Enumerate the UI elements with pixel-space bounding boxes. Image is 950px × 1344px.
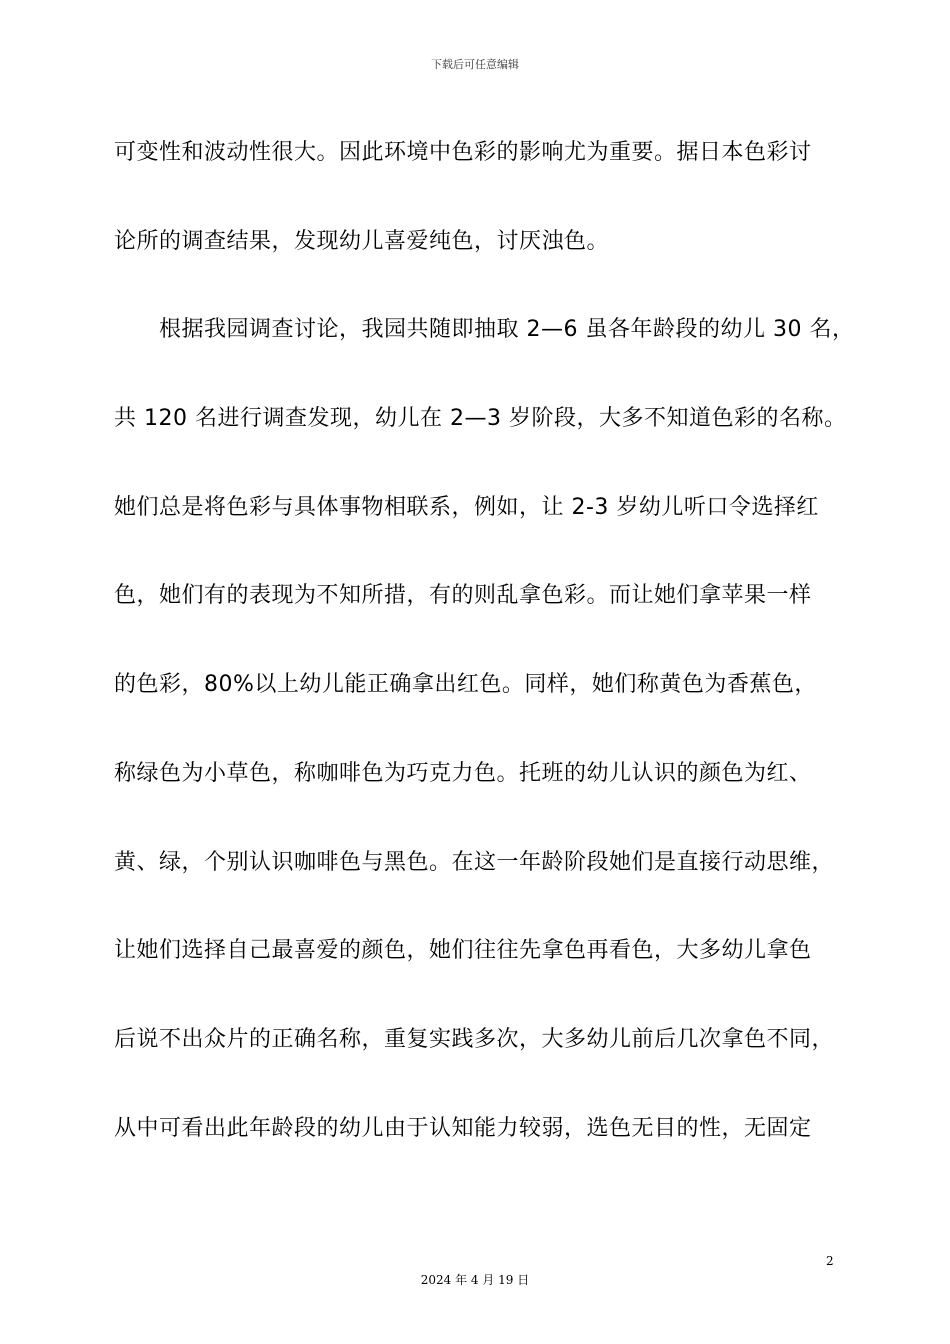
paragraph-line: 的色彩，80%以上幼儿能正确拿出红色。同样，她们称黄色为香蕉色， <box>114 672 817 698</box>
body-text <box>114 131 854 1195</box>
paragraph-line: 黄、绿，个别认识咖啡色与黑色。在这一年龄阶段她们是直接行动思维， <box>114 849 835 875</box>
paragraph-line: 论所的调查结果，发现幼儿喜爱纯色，讨厌浊色。 <box>114 228 610 254</box>
paragraph-line: 让她们选择自己最喜爱的颜色，她们往往先拿色再看色，大多幼儿拿色 <box>114 938 812 964</box>
page-header: 下载后可任意编辑 <box>431 58 519 71</box>
paragraph-line: 色，她们有的表现为不知所措，有的则乱拿色彩。而让她们拿苹果一样 <box>114 583 812 609</box>
page-number: 2 <box>826 1254 834 1268</box>
footer-date: 2024 年 4 月 19 日 <box>420 1273 530 1287</box>
paragraph-line: 称绿色为小草色，称咖啡色为巧克力色。托班的幼儿认识的颜色为红、 <box>114 760 812 786</box>
paragraph-line: 从中可看出此年龄段的幼儿由于认知能力较弱，选色无目的性，无固定 <box>114 1115 812 1141</box>
paragraph-line: 可变性和波动性很大。因此环境中色彩的影响尤为重要。据日本色彩讨 <box>114 140 812 165</box>
paragraph-line: 根据我园调查讨论，我园共随即抽取 2—6 虽各年龄段的幼儿 30 名， <box>159 317 855 343</box>
paragraph-line: 她们总是将色彩与具体事物相联系，例如，让 2-3 岁幼儿听口令选择红 <box>114 494 819 520</box>
paragraph-line: 后说不出众片的正确名称，重复实践多次，大多幼儿前后几次拿色不同， <box>114 1026 835 1052</box>
paragraph-line: 共 120 名进行调查发现，幼儿在 2—3 岁阶段，大多不知道色彩的名称。 <box>114 406 847 432</box>
